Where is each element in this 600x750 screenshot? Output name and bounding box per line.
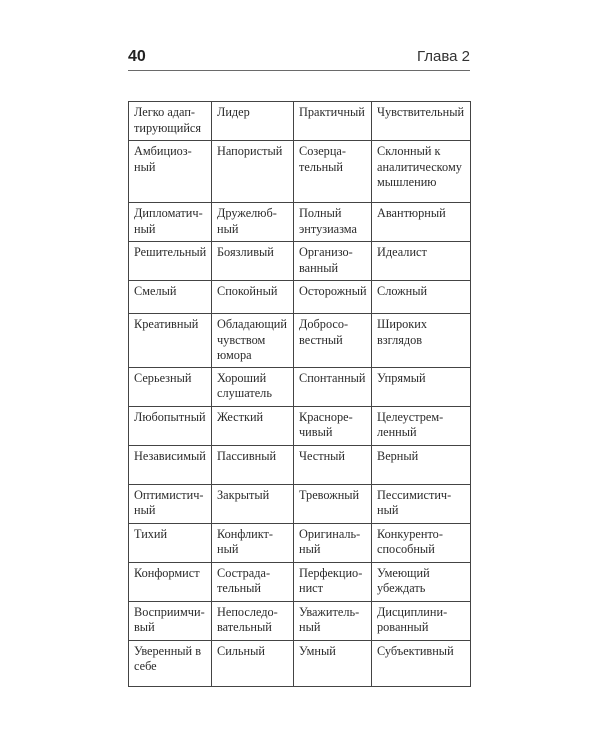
table-cell: Жесткий xyxy=(212,406,294,445)
table-row xyxy=(129,601,471,640)
table-row xyxy=(129,102,471,141)
table-cell: Пессимистичный xyxy=(372,484,471,523)
table-cell: Конкурентоспособный xyxy=(372,523,471,562)
traits-table xyxy=(128,101,471,687)
table-cell: Дипломатичный xyxy=(129,203,212,242)
table-cell: Умный xyxy=(294,640,372,686)
table-cell: Уважительный xyxy=(294,601,372,640)
table-cell: Креативный xyxy=(129,314,212,368)
table-cell: Спокойный xyxy=(212,281,294,314)
table-cell: Закрытый xyxy=(212,484,294,523)
traits-table-body xyxy=(129,102,471,687)
table-cell: Полный энтузиазма xyxy=(294,203,372,242)
table-row xyxy=(129,484,471,523)
table-cell: Практичный xyxy=(294,102,372,141)
table-row xyxy=(129,640,471,686)
table-cell: Дружелюбный xyxy=(212,203,294,242)
table-cell: Красноречивый xyxy=(294,406,372,445)
table-cell: Напористый xyxy=(212,141,294,203)
table-row xyxy=(129,406,471,445)
table-row xyxy=(129,562,471,601)
table-cell: Добросовестный xyxy=(294,314,372,368)
table-cell: Смелый xyxy=(129,281,212,314)
table-cell: Тревожный xyxy=(294,484,372,523)
table-cell: Обладающий чувством юмора xyxy=(212,314,294,368)
table-row xyxy=(129,445,471,484)
table-cell: Дисциплинированный xyxy=(372,601,471,640)
table-cell: Оптимистичный xyxy=(129,484,212,523)
table-cell: Упрямый xyxy=(372,367,471,406)
table-cell: Осторожный xyxy=(294,281,372,314)
table-cell: Верный xyxy=(372,445,471,484)
table-cell: Перфекционист xyxy=(294,562,372,601)
table-cell: Сложный xyxy=(372,281,471,314)
table-cell: Организованный xyxy=(294,242,372,281)
table-cell: Сильный xyxy=(212,640,294,686)
table-cell: Спонтанный xyxy=(294,367,372,406)
table-row xyxy=(129,281,471,314)
table-cell: Честный xyxy=(294,445,372,484)
table-cell: Уверенный в себе xyxy=(129,640,212,686)
table-row xyxy=(129,314,471,368)
table-cell: Легко адаптирующийся xyxy=(129,102,212,141)
chapter-title: Глава 2 xyxy=(416,48,470,65)
table-cell: Конформист xyxy=(129,562,212,601)
table-cell: Идеалист xyxy=(372,242,471,281)
table-cell: Оригинальный xyxy=(294,523,372,562)
table-cell: Непоследовательный xyxy=(212,601,294,640)
table-cell: Лидер xyxy=(212,102,294,141)
table-cell: Пассивный xyxy=(212,445,294,484)
table-cell: Субъективный xyxy=(372,640,471,686)
table-cell: Серьезный xyxy=(129,367,212,406)
table-cell: Тихий xyxy=(129,523,212,562)
table-cell: Независимый xyxy=(129,445,212,484)
table-cell: Авантюрный xyxy=(372,203,471,242)
page-number: 40 xyxy=(128,48,146,65)
table-cell: Решительный xyxy=(129,242,212,281)
table-cell: Чувствительный xyxy=(372,102,471,141)
table-cell: Хороший слушатель xyxy=(212,367,294,406)
table-row xyxy=(129,367,471,406)
page-header xyxy=(128,44,470,71)
table-row xyxy=(129,141,471,203)
table-cell: Целеустремленный xyxy=(372,406,471,445)
table-row xyxy=(129,523,471,562)
table-cell: Созерцательный xyxy=(294,141,372,203)
table-cell: Склонный к аналитическому мышлению xyxy=(372,141,471,203)
table-cell: Боязливый xyxy=(212,242,294,281)
table-cell: Сострадательный xyxy=(212,562,294,601)
table-cell: Любопытный xyxy=(129,406,212,445)
table-cell: Амбициозный xyxy=(129,141,212,203)
table-cell: Умеющий убеждать xyxy=(372,562,471,601)
table-row xyxy=(129,242,471,281)
table-cell: Широких взглядов xyxy=(372,314,471,368)
table-row xyxy=(129,203,471,242)
table-cell: Восприимчивый xyxy=(129,601,212,640)
table-cell: Конфликтный xyxy=(212,523,294,562)
